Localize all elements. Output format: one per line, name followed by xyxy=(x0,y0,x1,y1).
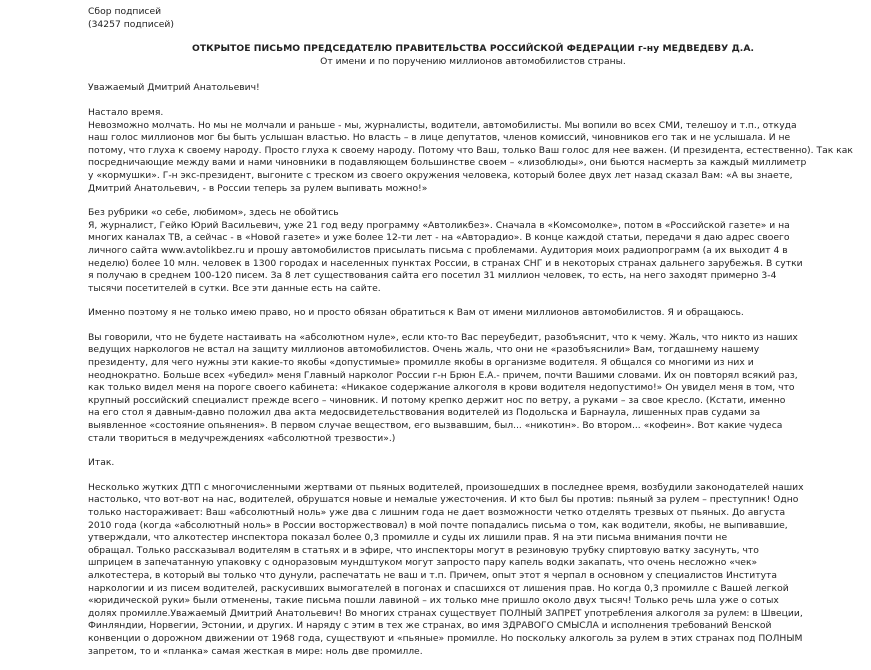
paragraph-line: многих каналах ТВ, а сейчас - в «Новой газете» и уже более 12-ти лет - на «Авторадио». В конце каждой статьи, передачи я даю адрес своего xyxy=(88,232,790,244)
paragraph-line: Несколько жутких ДТП с многочисленными жертвами от пьяных водителей, произошедших в последнее время, возбудили законодателей наших xyxy=(88,481,804,493)
paragraph-line: ведущих наркологов не встал на защиту миллионов автомобилистов. Очень жаль, что они не «разобъяснили» Вам, тогдашнему нашему xyxy=(88,344,760,356)
paragraph-line: Настало время. xyxy=(88,106,164,118)
paragraph-line: Дмитрий Анатольевич, - в России теперь за рулем выпивать можно!» xyxy=(88,182,428,194)
paragraph-line: на его стол я давным-давно положил два акта медосвидетельствования водителей из Подольска и Барнаула, лишенных прав судами за xyxy=(88,407,761,419)
paragraph-line: только настораживает: Ваш «абсолютный ноль» уже два с лишним года не дает возможности четко отделять трезвых от пьяных. До августа xyxy=(88,507,786,518)
letter-paragraph xyxy=(88,107,858,195)
letter-paragraph xyxy=(88,332,858,445)
letter-subtitle: От имени и по поручению миллионов автомобилистов страны. xyxy=(320,55,626,67)
paragraph-line: конвенции о дорожном движении от 1968 года, существуют и «пьяные» промилле. Но поскольку алкоголь за рулем в этих странах под ПОЛНЫМ xyxy=(88,632,803,644)
paragraph-line: настолько, что вот-вот на нас, водителей, обрушатся новые и немалые ужесточения. И кто был бы против: пьяный за рулем – преступник! Одно xyxy=(88,494,799,506)
paragraph-line: потому, что глуха к своему народу. Просто глуха к своему народу. Потому что Ваш, только Ваш голос для нее важен. (И президента, естественно). Так как xyxy=(88,144,853,156)
collect-label: Сбор подписей xyxy=(88,6,162,17)
paragraph-line: личного сайта www.avtolikbez.ru и прошу автомобилистов присылать письма с проблемами. Аудитория моих радиопрограмм (а их выходит 4 в xyxy=(88,244,788,256)
letter-page xyxy=(88,0,858,670)
paragraph-line: Финляндии, Норвегии, Эстонии, и других. И наряду с этим в тех же странах, во имя ЗДРАВОГО СМЫСЛА и исполнения требований Венской xyxy=(88,620,772,632)
letter-paragraph xyxy=(88,307,858,320)
signature-collection-header xyxy=(88,6,858,31)
paragraph-line: Вы говорили, что не будете настаивать на «абсолютном нуле», если кто-то Вас переубедит, разобъяснит, что к чему. Жаль, что никто из наших xyxy=(88,331,798,343)
paragraph-line: стали твориться в медучреждениях «абсолютной трезвости».) xyxy=(88,432,396,444)
paragraph-line: «юридической руки» были отменены, такие письма пошли лавиной – их только мне пришло около двух тысяч! Только речь шла уже о сотых xyxy=(88,595,779,607)
paragraph-line: Без рубрики «о себе, любимом», здесь не обойтись xyxy=(88,207,339,219)
paragraph-line: долях промилле.Уважаемый Дмитрий Анатольевич! Во многих странах существует ПОЛНЫЙ ЗАПРЕТ употребления алкоголя за рулем: в Швеции, xyxy=(88,607,803,619)
letter-paragraph xyxy=(88,207,858,295)
paragraph-line: президенту, для чего нужны эти какие-то якобы «допустимые» промилле якобы в организме водителя. Я общался со многими из них и xyxy=(88,357,754,369)
letter-paragraph xyxy=(88,457,858,470)
paragraph-line: алкотестера, в который вы только что дунули, распечатать не ваш и т.п. Причем, опыт этот я черпал в основном у специалистов Института xyxy=(88,569,778,581)
paragraph-line: Я, журналист, Гейко Юрий Васильевич, уже 21 год веду программу «Автоликбез». Сначала в «Комсомолке», потом в «Российской газете» и на xyxy=(88,219,790,231)
paragraph-line: Невозможно молчать. Но мы не молчали и раньше - мы, журналисты, водители, автомобилисты. Мы вопили во всех СМИ, телешоу и т.п., откуда xyxy=(88,119,797,131)
paragraph-line: наш голос миллионов мог бы быть услышан властью. Но власть – в лице депутатов, членов комиссий, чиновников его так и не услышала. И не xyxy=(88,132,791,144)
paragraph-line: тысячи посетителей в сутки. Все эти данные есть на сайте. xyxy=(88,282,381,294)
letter-title: ОТКРЫТОЕ ПИСЬМО ПРЕДСЕДАТЕЛЮ ПРАВИТЕЛЬСТВА РОССИЙСКОЙ ФЕДЕРАЦИИ г-ну МЕДВЕДЕВУ Д.А. xyxy=(191,43,755,55)
paragraph-line: неоднократно. Больше всех «убедил» меня Главный нарколог России г-н Брюн Е.А.- причем, почти Вашими словами. Их он повторял всякий раз, xyxy=(88,369,798,381)
paragraph-line: запретом, то и «планка» самая жесткая в мире: ноль две промилле. xyxy=(88,645,423,657)
paragraph-line: утверждали, что алкотестер инспектора показал более 0,3 промилле и суды их лишили прав. Я на эти письма внимания почти не xyxy=(88,532,728,544)
paragraph-line: 2010 года (когда «абсолютный ноль» в России восторжествовал) в мой почте попадались письма о том, как водители, якобы, не выпивавшие, xyxy=(88,519,788,531)
letter-paragraph xyxy=(88,482,858,658)
paragraph-line: у «кормушки». Г-н экс-президент, выгоните с треском из своего окружения человека, который более двух лет назад сказал Вам: «А вы знаете, xyxy=(88,169,793,181)
paragraph-line: неделю) более 10 млн. человек в 1300 городах и населенных пунктах России, в странах СНГ и в некоторых странах дальнего зарубежья. В сутки xyxy=(88,257,803,269)
paragraph-line: я получаю в среднем 100-120 писем. За 8 лет существования сайта его посетил 31 миллион человек, то есть, на него заходят примерно 3-4 xyxy=(88,270,777,282)
paragraph-line: Именно поэтому я не только имею право, но и просто обязан обратиться к Вам от имени миллионов автомобилистов. Я и обращаюсь. xyxy=(88,307,744,319)
paragraph-line: Итак. xyxy=(88,457,115,469)
paragraph-line: выявленное «состояние опьянения». В первом случае веществом, его вызвавшим, был... «никотин». Во втором... «кофеин». Вот какие чудеса xyxy=(88,420,783,432)
paragraph-line: обращал. Только рассказывал водителям в статьях и в эфире, что инспекторы могут в резиновую трубку спиртовую ватку засунуть, что xyxy=(88,544,759,556)
paragraph-line: крупный российский специалист прежде всего – чиновник. И потому крепко держит нос по ветру, а руками – за свое кресло. (Кстати, именно xyxy=(88,394,786,406)
paragraph-line: Уважаемый Дмитрий Анатольевич! xyxy=(88,82,260,94)
signature-count: (34257 подписей) xyxy=(88,18,174,30)
paragraph-line: шприцем в запечатанную упаковку с одноразовым мундштуком могут запросто пару капель водки закапать, что очень несложно «чек» xyxy=(88,557,758,569)
paragraph-line: как только видел меня на пороге своего кабинета: «Никакое содержание алкоголя в крови водителя недопустимо!» Он увидел меня в том, что xyxy=(88,382,795,394)
letter-paragraph xyxy=(88,82,858,95)
paragraph-line: посредничающие между вами и нами чиновники в подавляющем большинстве своем – «лизоблюды», они бьются насмерть за каждый миллиметр xyxy=(88,157,807,169)
paragraph-line: наркологии и из писем водителей, раскусивших вымогателей в погонах и спасшихся от лишения прав. Но когда 0,3 промилле с Вашей легкой xyxy=(88,582,789,594)
